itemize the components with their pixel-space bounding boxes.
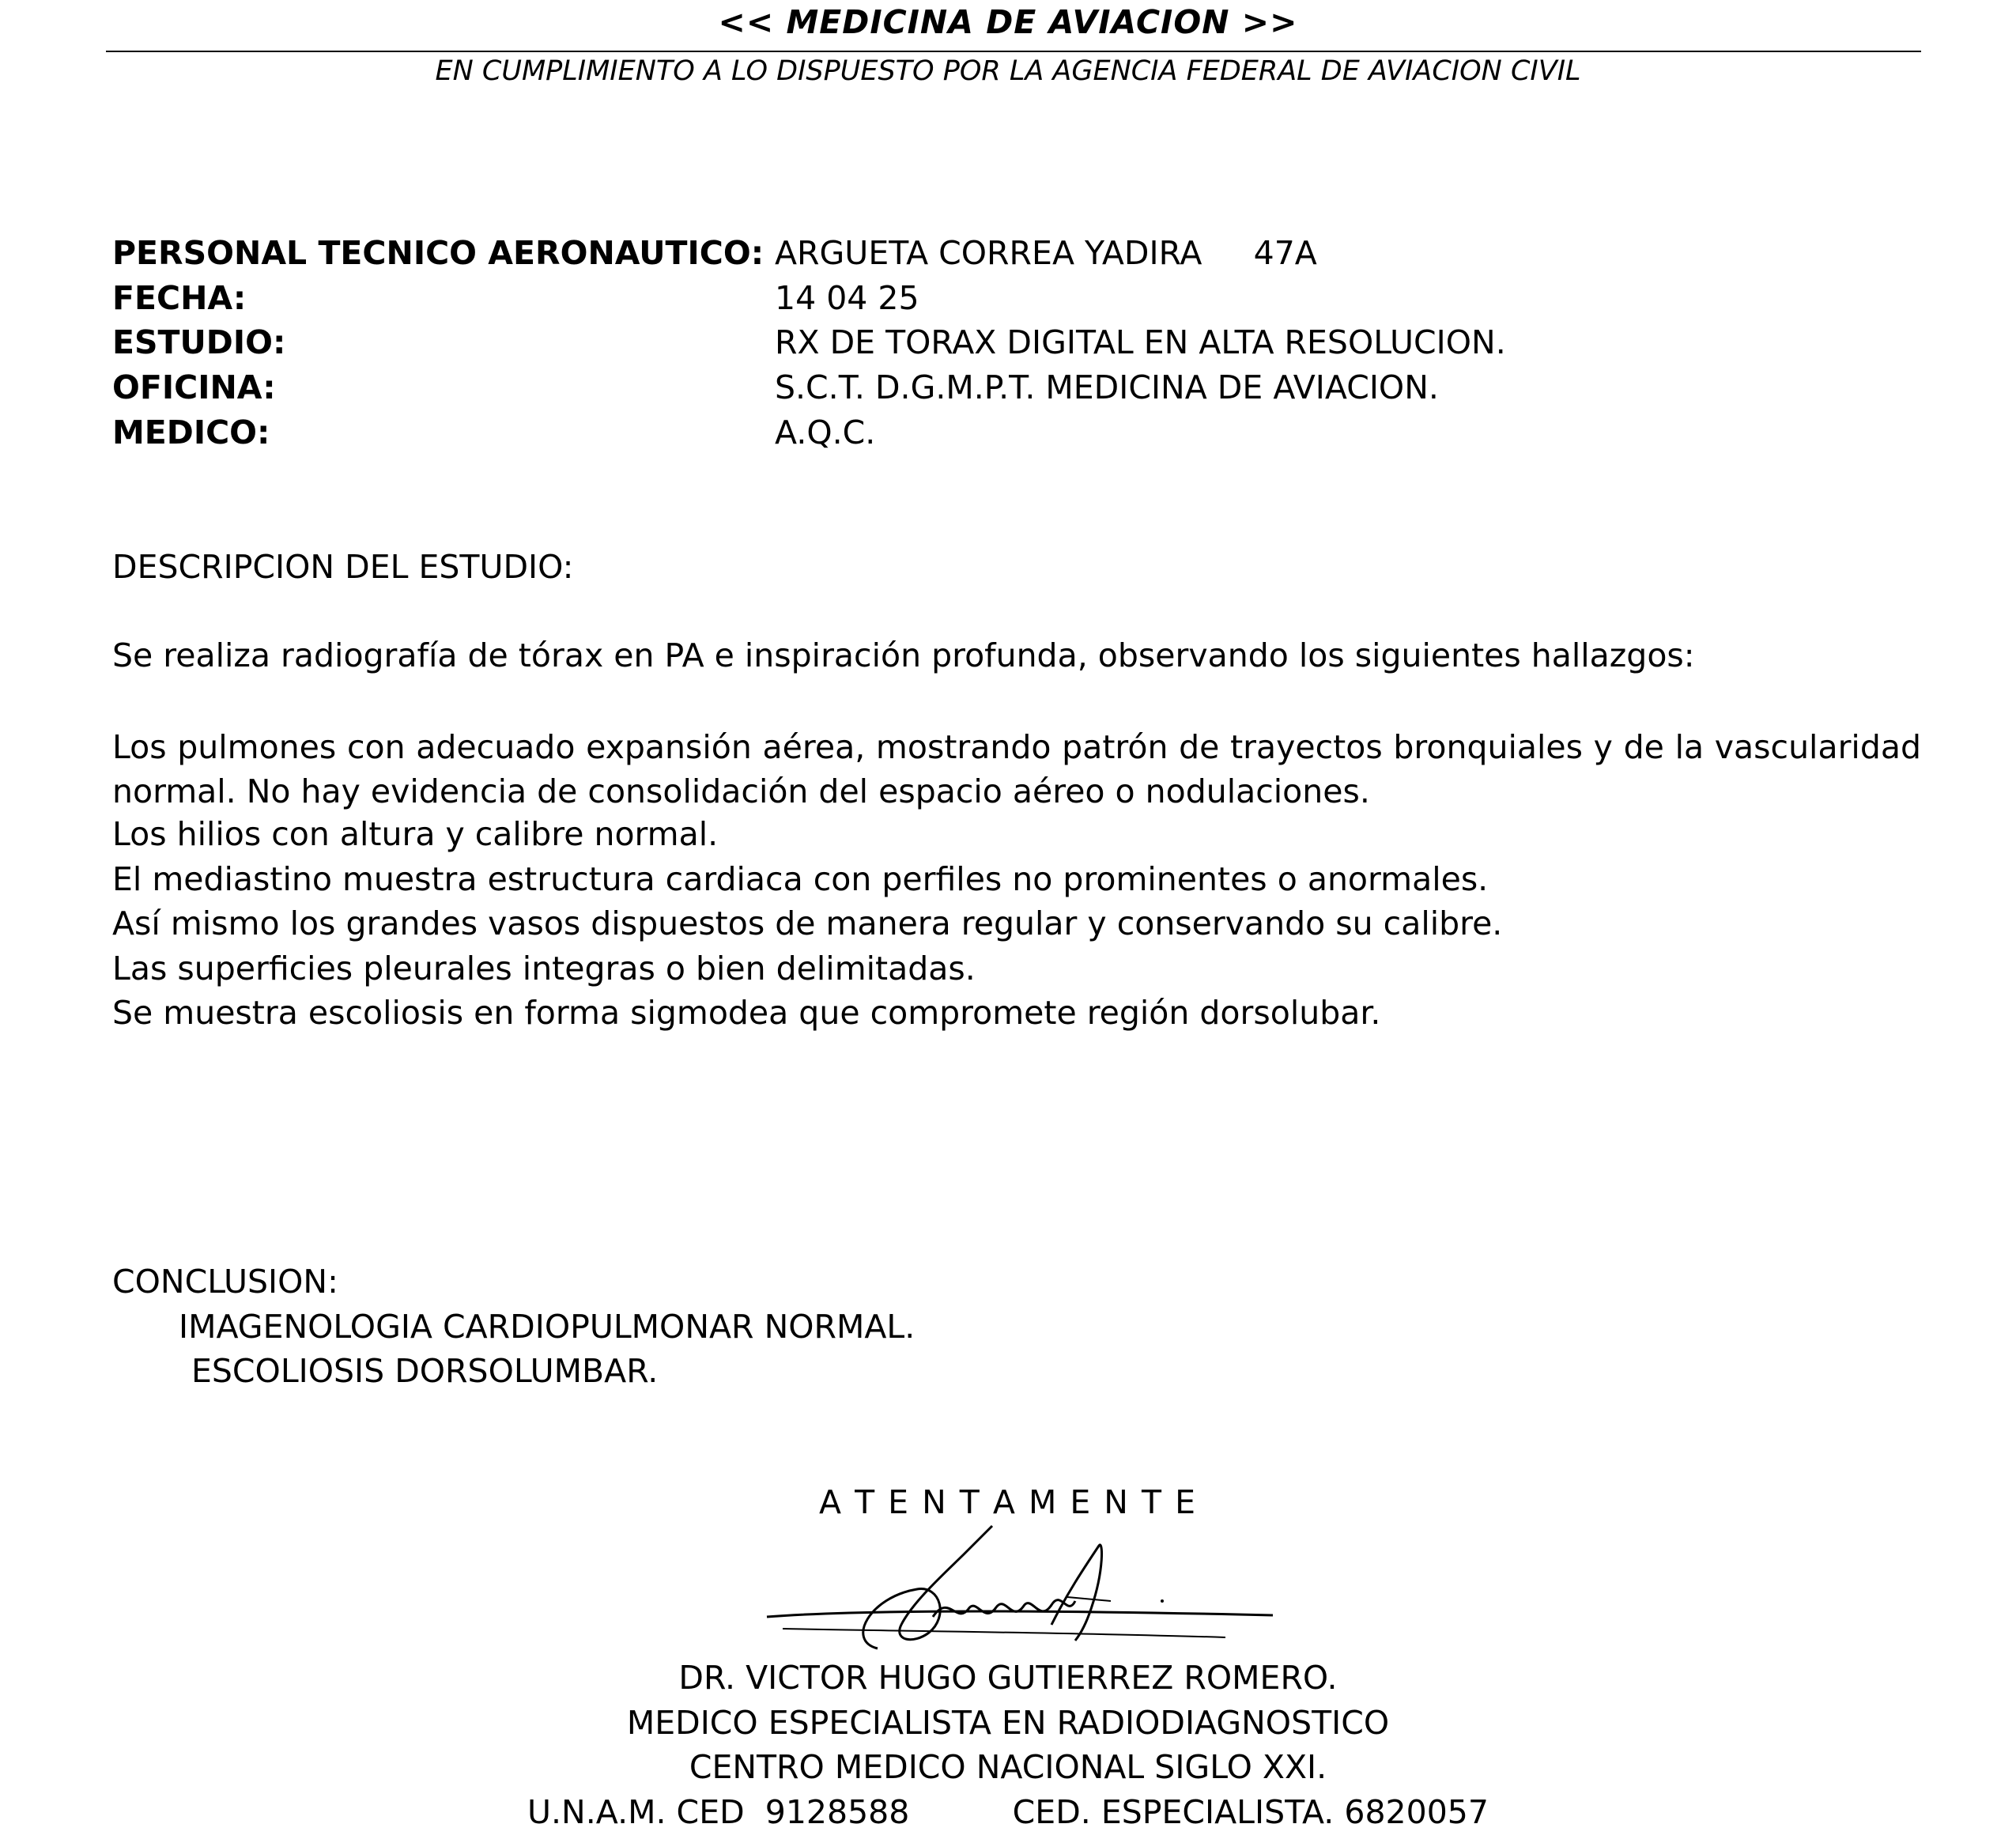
description-heading: DESCRIPCION DEL ESTUDIO:: [112, 548, 574, 586]
medical-center: CENTRO MEDICO NACIONAL SIGLO XXI.: [689, 1748, 1327, 1786]
closing-text: A T E N T A M E N T E: [819, 1483, 1197, 1521]
personal-value: ARGUETA CORREA YADIRA 47A: [775, 234, 1317, 272]
doctor-credentials: U.N.A.M. CED 9128588 CED. ESPECIALISTA. 6820057: [527, 1793, 1489, 1831]
oficina-label: OFICINA:: [112, 368, 276, 406]
estudio-value: RX DE TORAX DIGITAL EN ALTA RESOLUCION.: [775, 323, 1506, 361]
fecha-label: FECHA:: [112, 279, 247, 317]
handwritten-signature: [751, 1522, 1289, 1680]
header-divider: [106, 51, 1921, 52]
document-subtitle: EN CUMPLIMIENTO A LO DISPUESTO POR LA AGENCIA FEDERAL DE AVIACION CIVIL: [435, 55, 1581, 87]
fecha-value: 14 04 25: [775, 279, 919, 317]
doctor-role: MEDICO ESPECIALISTA EN RADIODIAGNOSTICO: [626, 1704, 1390, 1742]
conclusion-item-2: ESCOLIOSIS DORSOLUMBAR.: [191, 1352, 659, 1390]
finding-escoliosis: Se muestra escoliosis en forma sigmodea que compromete región dorsolubar.: [112, 994, 1381, 1032]
finding-vasos: Así mismo los grandes vasos dispuestos de manera regular y conservando su calibre.: [112, 904, 1503, 942]
conclusion-heading: CONCLUSION:: [112, 1263, 338, 1301]
finding-mediastino: El mediastino muestra estructura cardiaca con perfiles no prominentes o anormales.: [112, 860, 1489, 898]
finding-hilios: Los hilios con altura y calibre normal.: [112, 815, 719, 853]
medico-value: A.Q.C.: [775, 413, 876, 451]
document-title: << MEDICINA DE AVIACION >>: [718, 3, 1298, 41]
medico-label: MEDICO:: [112, 413, 270, 451]
conclusion-item-1: IMAGENOLOGIA CARDIOPULMONAR NORMAL.: [179, 1308, 916, 1346]
personal-label: PERSONAL TECNICO AERONAUTICO:: [112, 234, 764, 272]
findings-paragraph: Los pulmones con adecuado expansión aérea, mostrando patrón de trayectos bronquiales y de la vascularidad normal. No hay evidencia de consolidación del espacio aéreo o nodulaciones.: [112, 728, 1921, 810]
oficina-value: S.C.T. D.G.M.P.T. MEDICINA DE AVIACION.: [775, 368, 1439, 406]
doctor-name: DR. VICTOR HUGO GUTIERREZ ROMERO.: [678, 1659, 1338, 1697]
description-intro: Se realiza radiografía de tórax en PA e inspiración profunda, observando los siguientes hallazgos:: [112, 636, 1695, 674]
estudio-label: ESTUDIO:: [112, 323, 286, 361]
finding-pleura: Las superficies pleurales integras o bien delimitadas.: [112, 950, 976, 987]
